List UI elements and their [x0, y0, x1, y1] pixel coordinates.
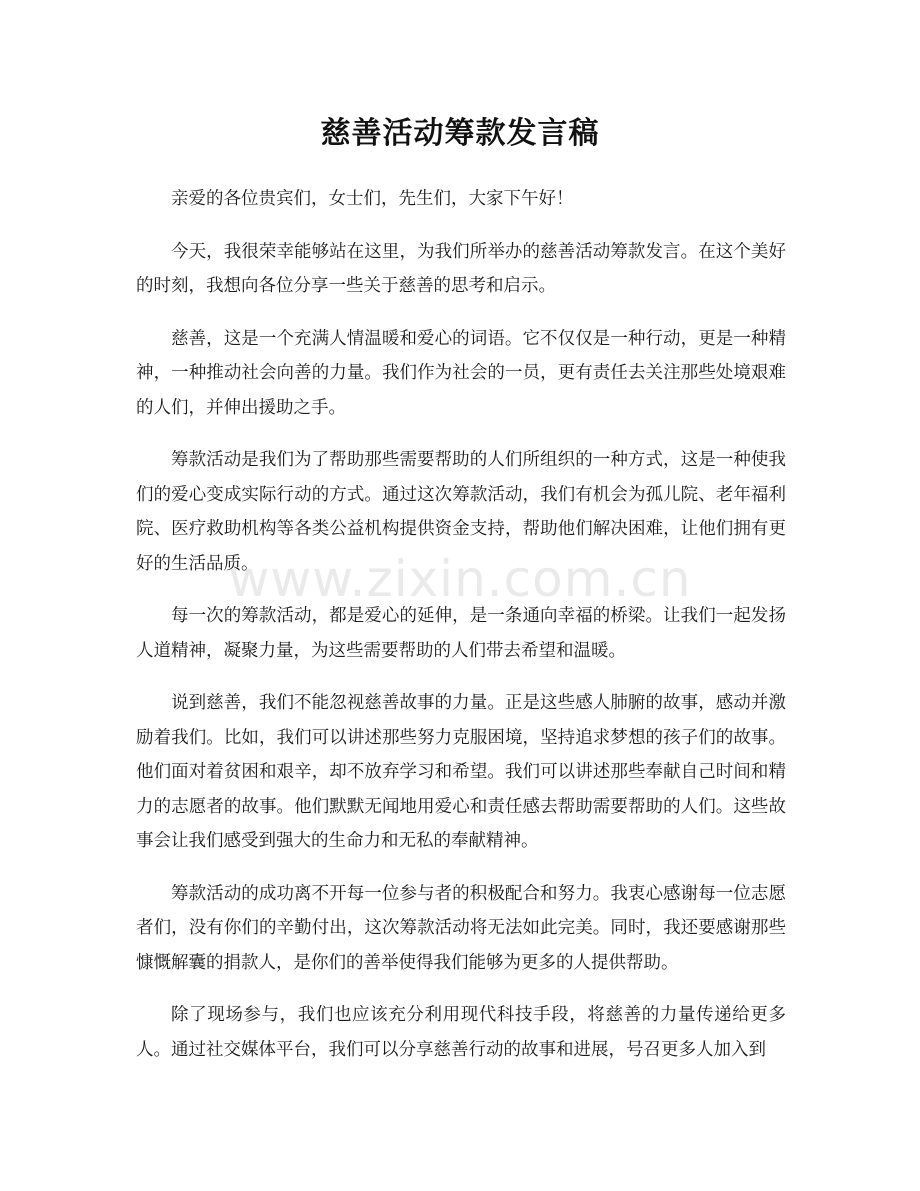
paragraph: 筹款活动的成功离不开每一位参与者的积极配合和努力。我衷心感谢每一位志愿者们，没有你们的辛勤付出，这次筹款活动将无法如此完美。同时，我还要感谢那些慷慨解囊的捐款人，是你们的善举使得我们能够为更多的人提供帮助。: [136, 883, 786, 973]
paragraph: 慈善，这是一个充满人情温暖和爱心的词语。它不仅仅是一种行动，更是一种精神，一种推动社会向善的力量。我们作为社会的一员，更有责任去关注那些处境艰难的人们，并伸出援助之手。: [136, 328, 786, 418]
paragraph: 除了现场参与，我们也应该充分利用现代科技手段，将慈善的力量传递给更多人。通过社交媒体平台，我们可以分享慈善行动的故事和进展，号召更多人加入到: [136, 1005, 786, 1060]
paragraph: 今天，我很荣幸能够站在这里，为我们所举办的慈善活动筹款发言。在这个美好的时刻，我想向各位分享一些关于慈善的思考和启示。: [136, 241, 786, 296]
watermark: www.zixin.com.cn: [228, 550, 692, 608]
document-title: 慈善活动筹款发言稿: [320, 116, 600, 151]
paragraph: 每一次的筹款活动，都是爱心的延伸，是一条通向幸福的桥梁。让我们一起发扬人道精神，凝聚力量，为这些需要帮助的人们带去希望和温暖。: [136, 606, 786, 661]
document-body: [136, 182, 786, 1085]
paragraph: 说到慈善，我们不能忽视慈善故事的力量。正是这些感人肺腑的故事，感动并激励着我们。比如，我们可以讲述那些努力克服困境，坚持追求梦想的孩子们的故事。他们面对着贫困和艰辛，却不放弃学习和希望。我们可以讲述那些奉献自己时间和精力的志愿者的故事。他们默默无闻地用爱心和责任感去帮助需要帮助的人们。这些故事会让我们感受到强大的生命力和无私的奉献精神。: [136, 693, 786, 851]
paragraph: 筹款活动是我们为了帮助那些需要帮助的人们所组织的一种方式，这是一种使我们的爱心变成实际行动的方式。通过这次筹款活动，我们有机会为孤儿院、老年福利院、医疗救助机构等各类公益机构提供资金支持，帮助他们解决困难，让他们拥有更好的生活品质。: [136, 450, 786, 574]
paragraph: 亲爱的各位贵宾们，女士们，先生们，大家下午好！: [171, 189, 574, 209]
